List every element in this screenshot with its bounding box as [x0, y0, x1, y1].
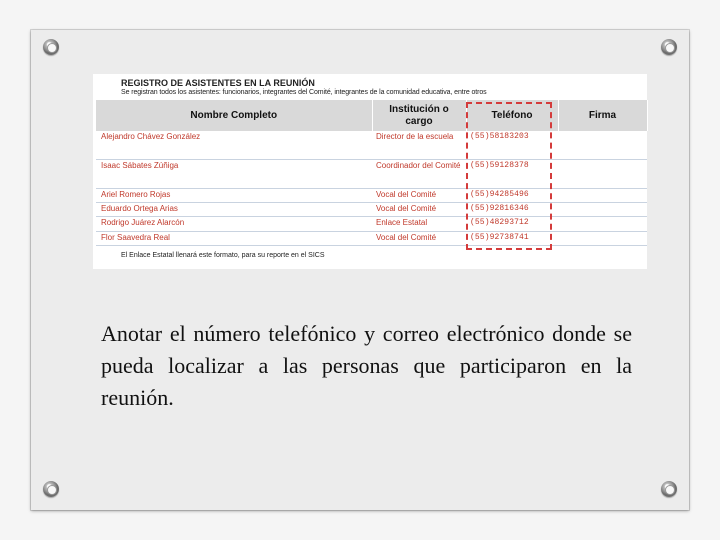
table-row [96, 202, 647, 216]
cell-firma [558, 131, 647, 159]
cell-firma [558, 202, 647, 216]
cell-cargo: Coordinador del Comité [372, 159, 466, 188]
column-header-telefono: Teléfono [466, 100, 558, 131]
corner-rivet-icon [661, 481, 677, 497]
cell-cargo: Vocal del Comité [372, 188, 466, 202]
cell-cargo: Vocal del Comité [372, 231, 466, 245]
cell-telefono: (55)59128378 [466, 159, 558, 188]
register-footnote: El Enlace Estatal llenará este formato, para su reporte en el SICS [121, 252, 325, 259]
table-row [96, 131, 647, 159]
column-header-firma: Firma [558, 100, 647, 131]
cell-nombre: Isaac Sábates Zúñiga [96, 159, 372, 188]
cell-nombre: Flor Saavedra Real [96, 231, 372, 245]
column-header-cargo: Institución o cargo [372, 100, 466, 131]
cell-telefono: (55)58183203 [466, 131, 558, 159]
cell-cargo: Director de la escuela [372, 131, 466, 159]
register-title: REGISTRO DE ASISTENTES EN LA REUNIÓN [121, 78, 315, 88]
cell-firma [558, 188, 647, 202]
cell-cargo: Enlace Estatal [372, 216, 466, 231]
cell-cargo: Vocal del Comité [372, 202, 466, 216]
cell-firma [558, 216, 647, 231]
attendee-table [96, 100, 648, 246]
cell-firma [558, 159, 647, 188]
corner-rivet-icon [43, 481, 59, 497]
table-row [96, 216, 647, 231]
cell-nombre: Ariel Romero Rojas [96, 188, 372, 202]
cell-nombre: Rodrigo Juárez Alarcón [96, 216, 372, 231]
table-header-row [96, 100, 647, 131]
column-header-nombre: Nombre Completo [96, 100, 372, 131]
register-subtitle: Se registran todos los asistentes: funcionarios, integrantes del Comité, integrantes de la comunidad educativa, entre otros [121, 89, 487, 96]
corner-rivet-icon [661, 39, 677, 55]
cell-nombre: Eduardo Ortega Arias [96, 202, 372, 216]
instruction-text: Anotar el número telefónico y correo electrónico donde se pueda localizar a las personas que participaron en la reunión. [101, 321, 632, 410]
attendee-register-image [93, 74, 647, 269]
table-row [96, 159, 647, 188]
table-row [96, 231, 647, 245]
cell-nombre: Alejandro Chávez González [96, 131, 372, 159]
table-row [96, 188, 647, 202]
cell-telefono: (55)92738741 [466, 231, 558, 245]
cell-firma [558, 231, 647, 245]
cell-telefono: (55)48293712 [466, 216, 558, 231]
cell-telefono: (55)92816346 [466, 202, 558, 216]
corner-rivet-icon [43, 39, 59, 55]
cell-telefono: (55)94285496 [466, 188, 558, 202]
